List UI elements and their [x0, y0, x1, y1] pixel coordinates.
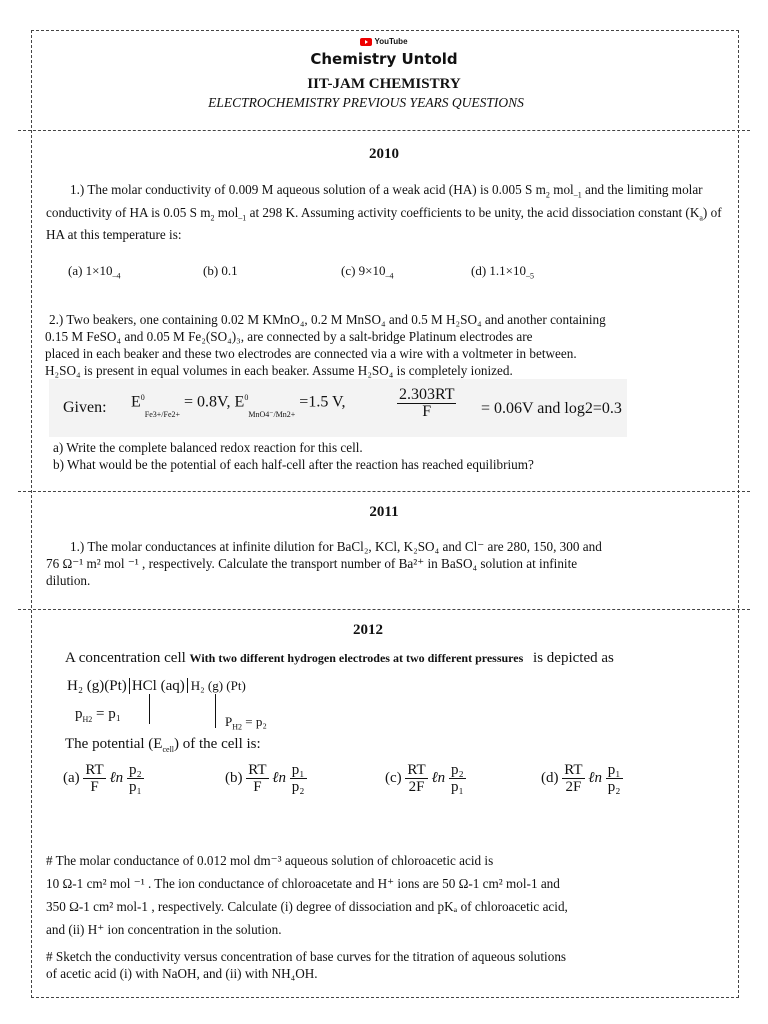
pressure-right: $P_{H2} = p_2$: [225, 714, 267, 732]
pressure-denominator: p₂: [291, 779, 305, 795]
option-c: (c) $9\times 10_{-4}$: [341, 263, 394, 281]
doc-subtitle: ELECTROCHEMISTRY PREVIOUS YEARS QUESTIONS: [208, 95, 524, 110]
option-d: (d) $1.1\times 10_{-5}$: [471, 263, 534, 281]
rt-denominator: F: [253, 779, 262, 795]
section-divider: [18, 609, 750, 610]
cell-option-c: [385, 762, 466, 795]
pressure-numerator: p₁: [607, 762, 621, 778]
e-fe-term: $E^0_{Fe3+/Fe2+} = 0.8V$, $E^0_{MnO4^-/Mn2+} =1.5$ V,: [131, 393, 346, 419]
cell-line: [215, 694, 216, 728]
ln-symbol: ℓn: [109, 769, 124, 786]
cell-option-d: [541, 762, 623, 795]
section-divider: [18, 130, 750, 131]
cell-intro: A concentration cell With two different hydrogen electrodes at two different pressures is depicted as: [65, 650, 614, 666]
rt-numerator: RT: [85, 762, 104, 778]
cell-option-a: [63, 762, 144, 795]
question-2011-1: 1.) The molar conductances at infinite dilution for BaCl₂, KCl, K₂SO₄ and Cl⁻ are 280, 150, 300 and 76 Ω⁻¹ m² mol ⁻¹ , respectively. Calculate the transport number of Ba²⁺ in BaSO₄ solution at infinite dilution.: [46, 539, 602, 588]
cell-options: [63, 762, 723, 808]
ln-symbol: ℓn: [588, 769, 603, 786]
cell-option-label: (b): [225, 769, 243, 786]
youtube-play-icon: [360, 38, 372, 46]
section-divider: [18, 491, 750, 492]
pressure-numerator: p₁: [291, 762, 305, 778]
cell-option-label: (a): [63, 769, 80, 786]
pressure-denominator: p₂: [607, 779, 621, 795]
concentration-cell-image: [47, 638, 723, 814]
rt-value: = 0.06V and log2=0.3: [481, 400, 622, 417]
ln-symbol: ℓn: [431, 769, 446, 786]
youtube-label: YouTube: [374, 37, 408, 46]
option-a: (a) $1\times 10_{-4}$: [68, 263, 121, 281]
pressure-denominator: p₁: [128, 779, 142, 795]
pressure-left: $p_{H2} = p_1$: [75, 706, 121, 724]
pressure-denominator: p₁: [450, 779, 464, 795]
question-2010-2: 2.) Two beakers, one containing 0.02 M KMnO₄, 0.2 M MnSO₄ and 0.5 M H₂SO₄ and another containing 0.15 M FeSO₄ and 0.05 M Fe₂(SO₄)₃, are connected by a salt-bridge Platinum electrodes are placed in each beaker and these two electrodes are connected via a wire with a voltmeter in between. H₂SO₄ is present in equal volumes in each beaker. Assume H₂SO₄ is completely ionized.: [45, 312, 606, 378]
potential-line: The potential $(E_{cell})$ of the cell is:: [65, 736, 261, 754]
rt-fraction: $\frac{2.303RT}{F}$: [399, 386, 455, 420]
youtube-logo: [0, 37, 768, 46]
year-heading-2010: 2010: [369, 146, 399, 162]
brand-name: Chemistry Untold: [310, 50, 458, 68]
cell-line: [149, 694, 150, 724]
given-constants-image: [49, 379, 627, 437]
rt-denominator: 2F: [408, 779, 425, 795]
question-2010-1: 1.) The molar conductivity of 0.009 M aqueous solution of a weak acid (HA) is 0.005 S $m_2$ mol$_{-1}$ and the limiting molar conductivity of HA is 0.05 S $m_2$ mol$_{-1}$ at 298 K. Assuming activity coefficients to be unity, the acid dissociation constant $(K_a)$ of HA at this temperature is:: [46, 182, 722, 243]
cell-notation: H₂ (g)(Pt) HCl (aq) H₂ (g) (Pt): [67, 678, 246, 694]
ln-symbol: ℓn: [272, 769, 287, 786]
cell-option-label: (c): [385, 769, 402, 786]
pressure-numerator: p₂: [450, 762, 464, 778]
question-2012-conductance: # The molar conductance of 0.012 mol dm⁻³ aqueous solution of chloroacetic acid is 10 Ω-1 cm² mol ⁻¹ . The ion conductance of chloroacetate and H⁺ ions are 50 Ω-1 cm² mol-1 and 350 Ω-1 cm² mol-1 , respectively. Calculate (i) degree of dissociation and pKₐ of chloroacetic acid, and (ii) H⁺ ion concentration in the solution.: [46, 853, 568, 937]
cell-option-b: [225, 762, 307, 795]
doc-title: IIT-JAM CHEMISTRY: [307, 76, 461, 92]
pressure-numerator: p₂: [128, 762, 142, 778]
option-b: (b) 0.1: [203, 263, 238, 278]
cell-option-label: (d): [541, 769, 559, 786]
year-heading-2012: 2012: [353, 622, 383, 638]
question-2010-2-parts: a) Write the complete balanced redox reaction for this cell. b) What would be the potential of each half-cell after the reaction has reached equilibrium?: [53, 440, 534, 472]
rt-denominator: F: [90, 779, 99, 795]
year-heading-2011: 2011: [369, 504, 399, 520]
rt-numerator: RT: [248, 762, 267, 778]
rt-numerator: RT: [407, 762, 426, 778]
rt-numerator: RT: [564, 762, 583, 778]
rt-denominator: 2F: [565, 779, 582, 795]
given-label: Given:: [63, 399, 107, 416]
question-2012-titration: # Sketch the conductivity versus concentration of base curves for the titration of aqueous solutions of acetic acid (i) with NaOH, and (ii) with NH₄OH.: [46, 949, 567, 981]
